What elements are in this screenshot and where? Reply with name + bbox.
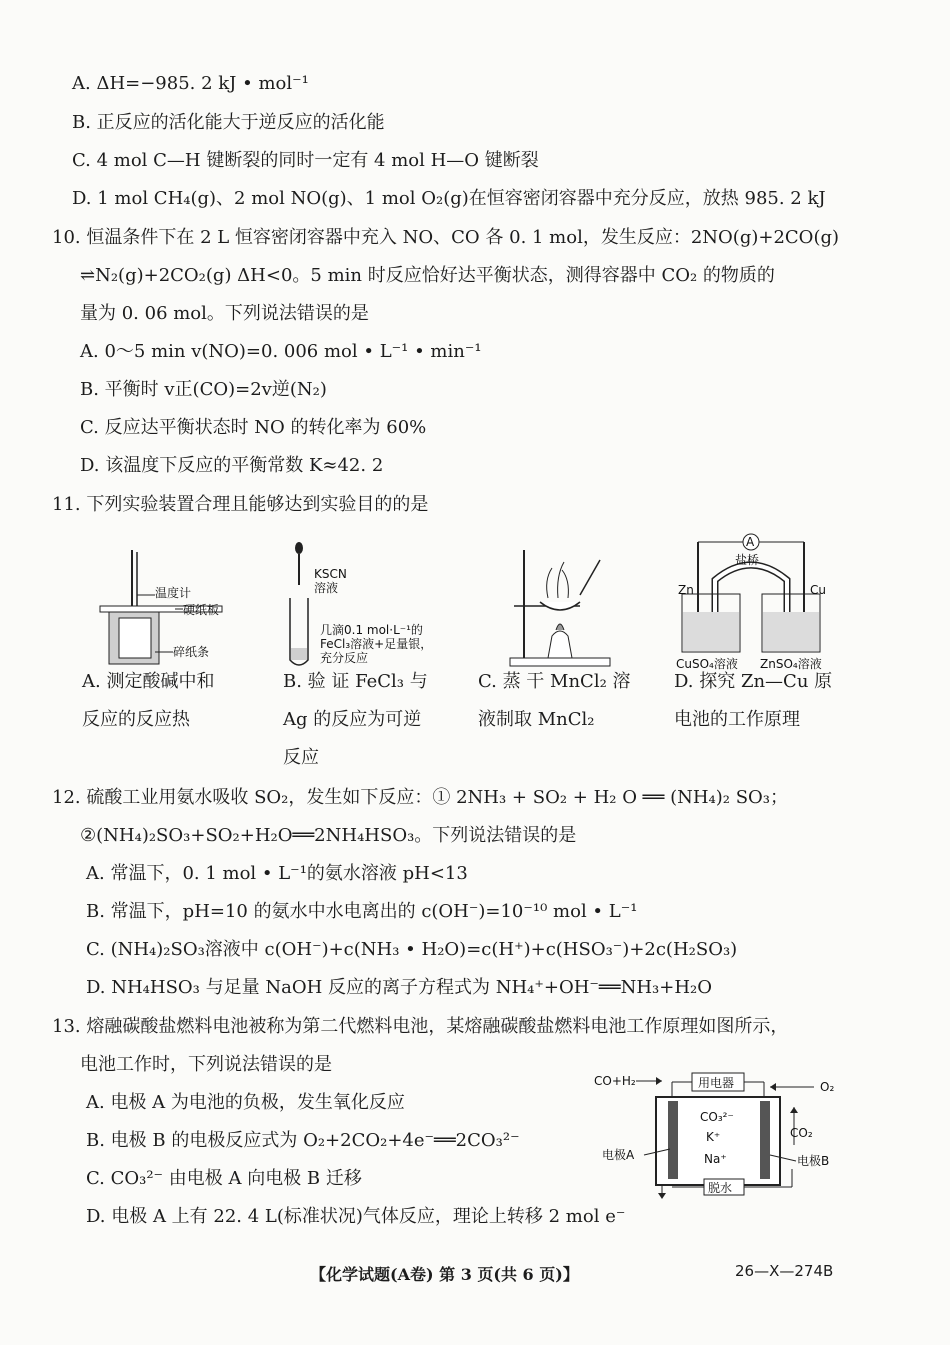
q12-option-a: A. 常温下，0. 1 mol • L⁻¹的氨水溶液 pH<13: [86, 863, 468, 884]
q9-option-c: C. 4 mol C—H 键断裂的同时一定有 4 mol H—O 键断裂: [72, 150, 539, 171]
q11-option-a-line2: 反应的反应热: [82, 709, 190, 730]
q13-option-b: B. 电极 B 的电极反应式为 O₂+2CO₂+4e⁻══2CO₃²⁻: [86, 1130, 520, 1151]
fig-b-label-line3: 几滴0.1 mol·L⁻¹的: [320, 623, 423, 637]
calorimeter-figure: [95, 540, 255, 670]
fig-13-water-label: 脱水: [708, 1181, 733, 1195]
fig-d-ammeter-label: A: [746, 535, 755, 549]
fig-13-sodium-label: Na⁺: [704, 1152, 727, 1166]
fig-13-device-label: 用电器: [698, 1076, 735, 1090]
fig-d-cu-label: Cu: [810, 583, 826, 597]
fig-13-carbonate-label: CO₃²⁻: [700, 1110, 734, 1124]
fig-d-znso4-label: ZnSO₄溶液: [760, 657, 822, 671]
fig-b-label-kscn: KSCN: [314, 567, 347, 581]
fig-b-label-solution: 溶液: [314, 581, 339, 595]
fig-b-label-line5: 充分反应: [320, 651, 369, 665]
q10-option-a: A. 0～5 min v(NO)=0. 006 mol • L⁻¹ • min⁻¹: [80, 341, 482, 362]
q12-option-d: D. NH₄HSO₃ 与足量 NaOH 反应的离子方程式为 NH₄⁺+OH⁻══NH₃+H₂O: [86, 977, 713, 998]
q11-stem: 11. 下列实验装置合理且能够达到实验目的的是: [52, 494, 429, 515]
q9-option-a: A. ΔH=−985. 2 kJ • mol⁻¹: [72, 73, 309, 94]
q11-option-d-line2: 电池的工作原理: [674, 709, 800, 730]
fig-b-label-line4: FeCl₃溶液+足量银，: [320, 637, 433, 651]
q9-option-d: D. 1 mol CH₄(g)、2 mol NO(g)、1 mol O₂(g)在恒容密闭容器中充分反应，放热 985. 2 kJ: [72, 188, 826, 209]
fig-a-label-thermometer: 温度计: [155, 586, 192, 600]
q13-option-c: C. CO₃²⁻ 由电极 A 向电极 B 迁移: [86, 1168, 362, 1189]
fuel-cell-figure: [592, 1065, 842, 1205]
q10-option-c: C. 反应达平衡状态时 NO 的转化率为 60%: [80, 417, 427, 438]
fig-13-fuel-label: CO+H₂: [594, 1074, 636, 1088]
fig-13-o2-label: O₂: [820, 1080, 835, 1094]
q12-option-c: C. (NH₄)₂SO₃溶液中 c(OH⁻)+c(NH₃ • H₂O)=c(H⁺)+c(HSO₃⁻)+2c(H₂SO₃): [86, 939, 738, 960]
q13-stem-line2: 电池工作时，下列说法错误的是: [80, 1054, 332, 1075]
q11-option-b-line1: B. 验 证 FeCl₃ 与: [283, 671, 428, 692]
q13-stem-line1: 13. 熔融碳酸盐燃料电池被称为第二代燃料电池，某熔融碳酸盐燃料电池工作原理如图所示，: [52, 1016, 789, 1037]
q11-option-c-line1: C. 蒸 干 MnCl₂ 溶: [478, 671, 631, 692]
q10-stem-line3: 量为 0. 06 mol。下列说法错误的是: [80, 303, 369, 324]
fig-13-electrode-a-label: 电极A: [602, 1148, 635, 1162]
fig-d-zn-label: Zn: [678, 583, 694, 597]
q12-stem-line2: ②(NH₄)₂SO₃+SO₂+H₂O══2NH₄HSO₃。下列说法错误的是: [80, 825, 577, 846]
fig-13-potassium-label: K⁺: [706, 1130, 721, 1144]
fig-a-label-paper-scraps: 碎纸条: [173, 645, 210, 659]
q9-option-b: B. 正反应的活化能大于逆反应的活化能: [72, 112, 385, 133]
q11-option-c-line2: 液制取 MnCl₂: [478, 709, 595, 730]
q13-option-a: A. 电极 A 为电池的负极，发生氧化反应: [86, 1092, 405, 1113]
q11-option-b-line3: 反应: [283, 747, 319, 768]
fig-a-label-cardboard: 硬纸板: [183, 603, 220, 617]
exam-code: 26—X—274B: [735, 1262, 834, 1280]
fig-d-cuso4-label: CuSO₄溶液: [676, 657, 738, 671]
page-footer: 【化学试题(A卷) 第 3 页(共 6 页)】: [310, 1265, 579, 1284]
q11-option-a-line1: A. 测定酸碱中和: [82, 671, 215, 692]
q10-option-d: D. 该温度下反应的平衡常数 K≈42. 2: [80, 455, 384, 476]
fig-13-electrode-b-label: 电极B: [797, 1154, 830, 1168]
evaporation-figure: [500, 540, 630, 670]
fig-d-salt-bridge-label: 盐桥: [735, 553, 760, 567]
galvanic-cell-figure: [670, 532, 840, 672]
q13-option-d: D. 电极 A 上有 22. 4 L(标准状况)气体反应，理论上转移 2 mol e⁻: [86, 1206, 626, 1227]
q10-stem-line1: 10. 恒温条件下在 2 L 恒容密闭容器中充入 NO、CO 各 0. 1 mol，发生反应：2NO(g)+2CO(g): [52, 227, 840, 248]
q10-stem-line2: ⇌N₂(g)+2CO₂(g) ΔH<0。5 min 时反应恰好达平衡状态，测得容器中 CO₂ 的物质的: [80, 265, 775, 286]
q11-option-d-line1: D. 探究 Zn—Cu 原: [674, 671, 833, 692]
q11-option-b-line2: Ag 的反应为可逆: [283, 709, 422, 730]
test-tube-figure: [282, 540, 452, 670]
q10-option-b: B. 平衡时 v正(CO)=2v逆(N₂): [80, 379, 327, 400]
fig-13-co2-label: CO₂: [790, 1126, 813, 1140]
q12-stem-line1: 12. 硫酸工业用氨水吸收 SO₂，发生如下反应：① 2NH₃ + SO₂ + H₂ O ══ (NH₄)₂ SO₃；: [52, 787, 789, 808]
q12-option-b: B. 常温下，pH=10 的氨水中水电离出的 c(OH⁻)=10⁻¹⁰ mol • L⁻¹: [86, 901, 638, 922]
